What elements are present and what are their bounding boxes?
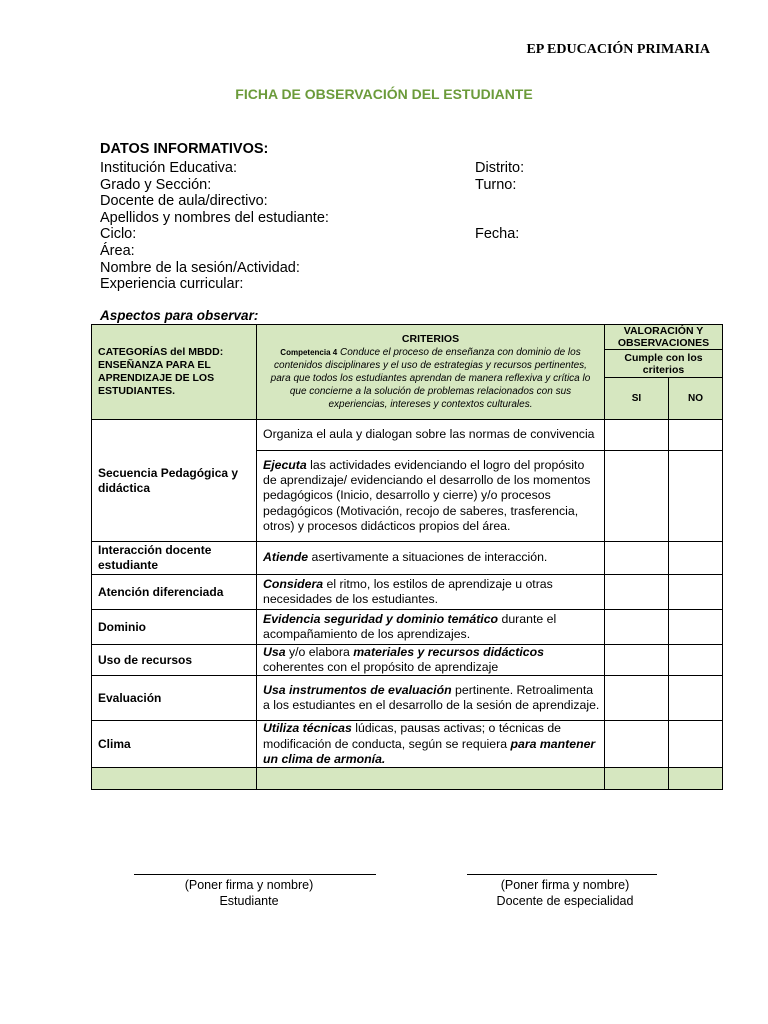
- criterion-evidencia: [257, 610, 605, 645]
- criterion-emphasis: Evidencia seguridad y dominio temático: [263, 611, 499, 626]
- criterion-emphasis: Atiende: [263, 550, 309, 565]
- aspectos-heading: Aspectos para observar:: [100, 308, 259, 323]
- field-fecha: Fecha:: [475, 226, 520, 243]
- competencia-label: Competencia 4: [280, 348, 338, 357]
- footer-cell: [92, 768, 257, 790]
- si-header: SI: [605, 378, 669, 420]
- categories-header: CATEGORÍAS del MBDD: ENSEÑANZA PARA EL APRENDIZAJE DE LOS ESTUDIANTES.: [92, 325, 257, 420]
- field-spacer-2: [475, 210, 524, 227]
- field-experiencia: Experiencia curricular:: [100, 276, 244, 293]
- category-dominio: Dominio: [92, 610, 257, 645]
- category-recursos: Uso de recursos: [92, 645, 257, 676]
- category-atencion: Atención diferenciada: [92, 575, 257, 610]
- field-institucion: Institución Educativa:: [100, 160, 238, 176]
- no-cell[interactable]: [669, 610, 723, 645]
- si-cell[interactable]: [605, 645, 669, 676]
- criterion-emphasis: Ejecuta: [263, 457, 307, 472]
- left-fields: [100, 160, 329, 293]
- no-header: NO: [669, 378, 723, 420]
- criterion-text: y/o elabora: [285, 645, 354, 659]
- criterion-emphasis: Considera: [263, 576, 324, 591]
- cumple-header: Cumple con los criterios: [605, 350, 723, 378]
- criterios-header: [257, 325, 605, 420]
- criterion-instrumentos: [257, 676, 605, 721]
- criterion-emphasis: Usa: [263, 645, 286, 659]
- field-grado: Grado y Sección:: [100, 176, 212, 193]
- no-cell[interactable]: [669, 645, 723, 676]
- si-cell[interactable]: [605, 420, 669, 451]
- category-clima: Clima: [92, 721, 257, 768]
- criterion-tecnicas: [257, 721, 605, 768]
- field-area: Área:: [100, 242, 135, 259]
- criterion-organiza: [257, 420, 605, 451]
- competencia-text: Conduce el proceso de enseñanza con dominio de los contenidos disciplinares y el uso de estrategias y recursos pertinentes, para que todos los estudiantes aprendan de manera reflexiva y crítica lo que concierne a la solución de problemas relacionados con sus experiencias, intereses y contextos culturales.: [270, 347, 591, 410]
- signature-role: Estudiante: [219, 894, 279, 908]
- field-spacer-1: [475, 193, 524, 210]
- signature-line-estudiante: [134, 874, 376, 875]
- criterion-text: el ritmo, los estilos de aprendizaje u otras necesidades de los estudiantes.: [263, 576, 553, 606]
- si-cell[interactable]: [605, 610, 669, 645]
- field-docente: Docente de aula/directivo:: [100, 193, 268, 210]
- criterion-emphasis-2: materiales y recursos didácticos: [353, 645, 544, 659]
- field-estudiante: Apellidos y nombres del estudiante:: [100, 209, 329, 226]
- criterion-emphasis: Utiliza técnicas: [263, 721, 352, 736]
- criterion-text-2: coherentes con el propósito de aprendizaje: [263, 660, 499, 675]
- signature-estudiante: [134, 877, 364, 909]
- category-secuencia: Secuencia Pedagógica y didáctica: [92, 420, 257, 542]
- criterion-text: asertivamente a situaciones de interacción.: [308, 550, 548, 565]
- right-fields: [475, 160, 524, 243]
- no-cell[interactable]: [669, 451, 723, 542]
- criterion-atiende: [257, 542, 605, 575]
- criterion-ejecuta: [257, 451, 605, 542]
- no-cell[interactable]: [669, 676, 723, 721]
- no-cell[interactable]: [669, 420, 723, 451]
- criterion-text: Organiza el aula y dialogan sobre las normas de convivencia: [263, 427, 595, 442]
- no-cell[interactable]: [669, 575, 723, 610]
- criterion-text: las actividades evidenciando el logro del propósito de aprendizaje/ evidenciando el desarrollo de los momentos pedagógicos (Inicio, desarrollo y cierre) y/o procesos pedagógicos (Motivación, recojo de saberes, trasferencia, otros) y procesos didácticos propios del área.: [263, 457, 591, 533]
- category-evaluacion: Evaluación: [92, 676, 257, 721]
- criterios-title: CRITERIOS: [401, 333, 460, 345]
- criterion-text: lúdicas, pausas activas; o técnicas de modificación de conducta, según se requiera: [263, 721, 562, 751]
- category-interaccion: Interacción docente estudiante: [92, 542, 257, 575]
- signature-line-docente: [467, 874, 657, 875]
- datos-heading: DATOS INFORMATIVOS:: [100, 141, 269, 157]
- footer-cell: [257, 768, 605, 790]
- criterion-text: durante el acompañamiento de los aprendizajes.: [263, 611, 557, 641]
- criterion-emphasis: Usa instrumentos de evaluación: [263, 683, 452, 698]
- school-level-header: EP EDUCACIÓN PRIMARIA: [526, 42, 710, 57]
- criterion-text: pertinente. Retroalimenta a los estudiantes en el desarrollo de la sesión de aprendizaje.: [263, 683, 600, 713]
- si-cell[interactable]: [605, 575, 669, 610]
- criterion-emphasis-2: para mantener un clima de armonía.: [263, 736, 596, 766]
- field-sesion: Nombre de la sesión/Actividad:: [100, 259, 300, 276]
- signature-docente: [460, 877, 670, 909]
- footer-cell: [605, 768, 669, 790]
- si-cell[interactable]: [605, 676, 669, 721]
- signature-role: Docente de especialidad: [496, 894, 634, 908]
- field-ciclo: Ciclo:: [100, 226, 137, 243]
- valoracion-header: VALORACIÓN Y OBSERVACIONES: [605, 325, 723, 350]
- criterion-considera: [257, 575, 605, 610]
- footer-cell: [669, 768, 723, 790]
- si-cell[interactable]: [605, 542, 669, 575]
- document-title: FICHA DE OBSERVACIÓN DEL ESTUDIANTE: [235, 86, 533, 102]
- no-cell[interactable]: [669, 542, 723, 575]
- signature-instruction: (Poner firma y nombre): [184, 878, 314, 892]
- si-cell[interactable]: [605, 451, 669, 542]
- field-turno: Turno:: [475, 176, 517, 193]
- no-cell[interactable]: [669, 721, 723, 768]
- observation-table: [91, 324, 723, 790]
- si-cell[interactable]: [605, 721, 669, 768]
- signature-instruction: (Poner firma y nombre): [500, 878, 630, 892]
- field-distrito: Distrito:: [475, 160, 525, 176]
- criterion-usa: [257, 645, 605, 676]
